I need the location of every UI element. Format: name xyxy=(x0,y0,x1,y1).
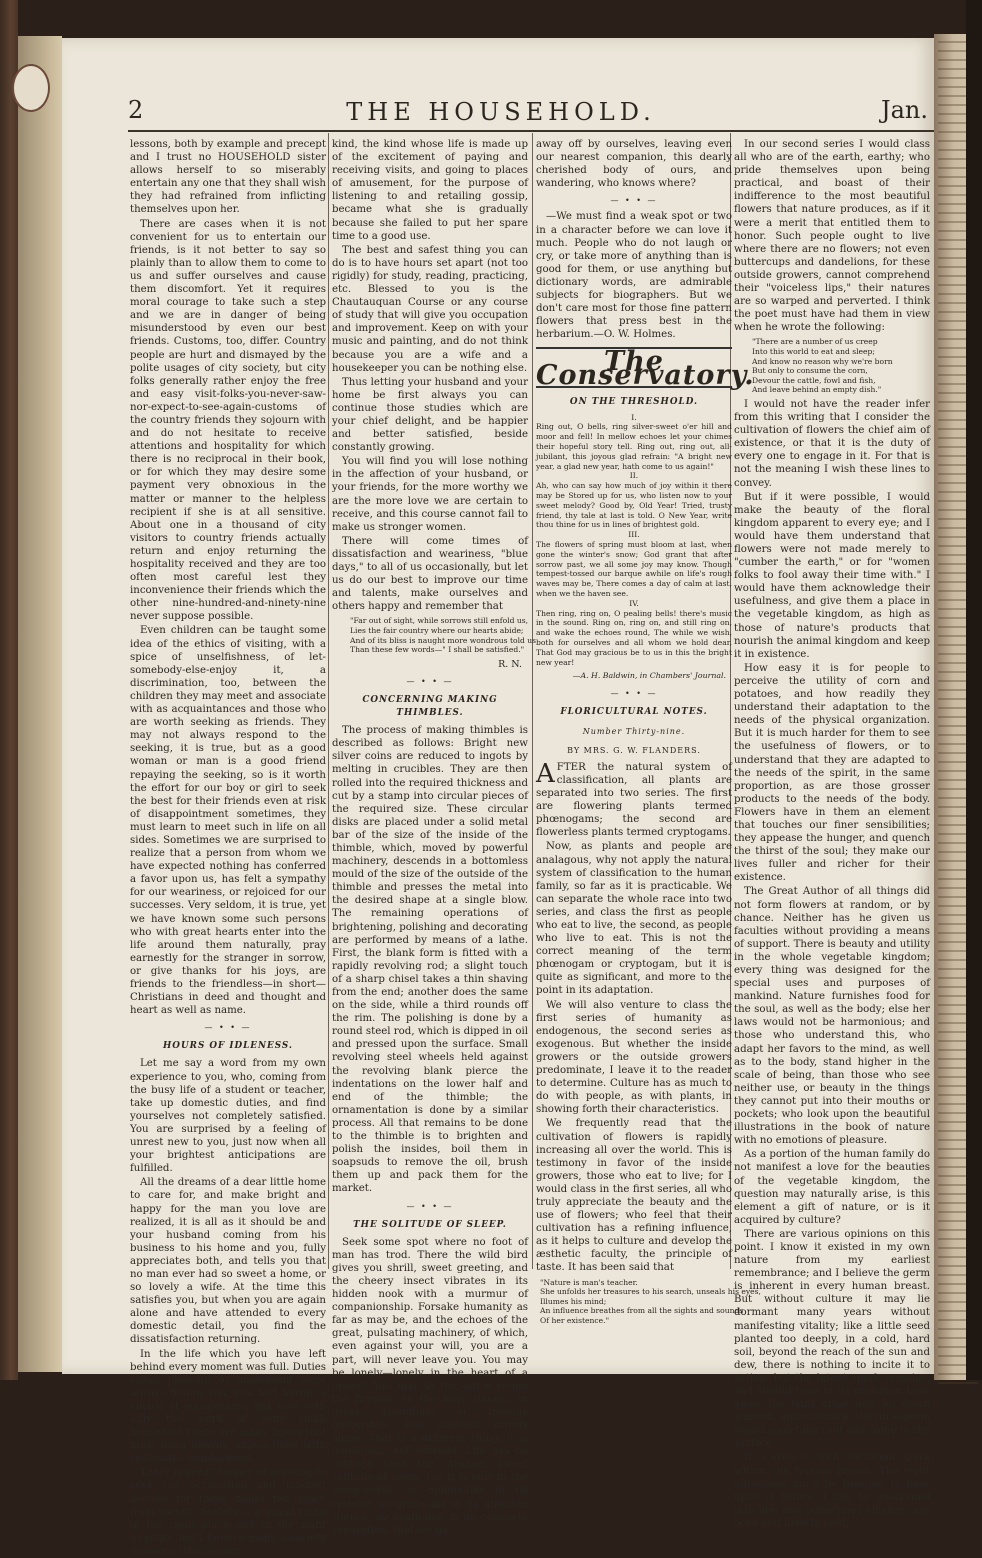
paragraph: lessons, both by example and precept and I trust no HOUSEHOLD sister allows herself to so miserably entertain any one that they shall wish they had refrained from inflicting themselves upon her. xyxy=(130,139,326,216)
stanza-number: I. xyxy=(631,412,637,422)
subheading: Number Thirty-nine. xyxy=(582,726,686,736)
stanza: Then ring, ring on, O pealing bells! there's music in the sound. Ring on, ring on, and still ring on, and wake the echoes round, The while we wish, both for ourselves and all whom we hold dear, That God may gracious be to us in this the bright new year! xyxy=(536,608,732,667)
section-heading: HOURS OF IDLENESS. xyxy=(163,1041,293,1052)
poem-line: "There are a number of us creep xyxy=(752,337,878,347)
paragraph: The process of making thimbles is described as follows: Bright new silver coins are reduced to ingots by melting in crucibles. They are then rolled into the required thickness and cut by a stamp into circular pieces of the required size. These circular disks are placed under a solid metal bar of the size of the inside of the thimble, which, moved by powerful machinery, descends in a bottomless mould of the size of the outside of the thimble and presses the metal into the desired shape at a single blow. The remaining operations of brightening, polishing and decorating are performed by means of a lathe. First, the blank form is fitted with a rapidly revolving rod; a slight touch of a sharp chisel takes a thin shaving from the end; another does the same on the side, while a third rounds off the rim. The polishing is done by a round steel rod, which is dipped in oil and pressed upon the surface. Small revolving steel wheels held against the revolving blank pierce the indentations on the lower half and end of the thimble; the ornamentation is done by a similar process. All that remains to be done to the thimble is to brighten and polish the insides, boil them in soapsuds to remove the oil, brush them up and pack them for the market. xyxy=(332,725,528,1195)
section-ornament: — • • — xyxy=(610,688,658,698)
paragraph: Seek some spot where no foot of man has trod. There the wild bird gives you shrill, sweet greeting, and the cheery insect vibrates in its hidden nook with a murmur of companionship. Forsake humanity as far as may be, and the echoes of the great, pulsating machinery, of which, even against your will, you are a part, will never leave you. You may be lonely—lonely in the heart of a crowd. You may in the circle round the fireside, in the busy streets, in great assemblies or friendly gatherings, feel yourself utterly alone. That is a different thing; it is loneliness, not solitude. Life has no solitude save the strange, sweet solitude of sleep. For it is only in the sleep-world, so Sphinx-like in its reserve, so grave-like in its absolute silence, so death-like in its complete separation, that we go xyxy=(332,1236,528,1536)
library-stamp xyxy=(12,64,50,112)
poem-line: An influence breathes from all the sights and sounds xyxy=(540,1306,744,1316)
column-divider xyxy=(328,133,329,1269)
header-rule xyxy=(128,130,934,132)
section-ornament: — • • — xyxy=(406,676,454,686)
paragraph: How easy it is for people to perceive the utility of corn and potatoes, and how readily they understand their adaptation to the needs of the physical organization. But it is much harder for them to see the usefulness of flowers, or to understand that they are adapted to the needs of the spirit, in the same proportion, as are those grosser products to the needs of the body. Flowers have in them an element that touches our finer sensibilities; they appease the hunger, and quench the thirst of the soul; they make our lives fuller and richer for their existence. xyxy=(734,662,930,884)
paragraph: We will also venture to class the first series of humanity as endogenous, the second series as exogenous. But whether the inside growers or the outside growers predominate, I leave it to the reader to determine. Culture has as much to do with people, as with plants, in showing forth their characteristics. xyxy=(536,999,732,1116)
paragraph: All the dreams of a dear little home to care for, and make bright and happy for the man you love are realized, it is all as it should be and your husband coming from his business to his home and you, fully appreciates both, and tells you that no man ever had so sweet a home, or so lovely a wife. At the time this satisfies you, but when you are again alone and have attended to every domestic detail, you find the dissatisfaction returning. xyxy=(130,1177,326,1346)
stanza-number: IV. xyxy=(629,598,639,608)
masthead-title: THE HOUSEHOLD. xyxy=(346,98,656,126)
paragraph: The Great Author of all things did not form flowers at random, or by chance. Neither has he given us faculties without providing a means of support. There is beauty and utility in the whole vegetable kingdom; every thing was designed for the special uses and purposes of mankind. Nature furnishes food for the soul, as well as the body; else her laws would not be harmonious; and those who understand this, who adapt her favors to the mind, as well as to the body, stand higher in the scale of being, than those who see neither use, or beauty in the things they cannot put into their mouths or pockets; who look upon the beautiful illustrations in the book of nature with no emotions of pleasure. xyxy=(734,886,930,1147)
column-4 xyxy=(734,138,930,1529)
page-edge-left xyxy=(18,36,62,1372)
poem-body xyxy=(536,413,732,668)
stanza-number: II. xyxy=(629,471,639,481)
stanza: Ring out, O bells, ring silver-sweet o'er hill and moor and fell! In mellow echoes let your chimes their hopeful story tell. Ring out, ring out, all-jubilant, this joyous glad refrain: "A bright new year, a glad new year, hath come to us again!" xyxy=(536,422,732,471)
section-ornament: — • • — xyxy=(204,1023,252,1033)
page-header xyxy=(68,96,934,132)
paragraph: kind, the kind whose life is made up of the excitement of paying and receiving visits, and going to places of amusement, for the purpose of listening to and retailing gossip, became what she is gradually because she failed to put her spare time to a good use. xyxy=(332,139,528,242)
paragraph: There will come times of dissatisfaction and weariness, "blue days," to all of us occasionally, but let us do our best to improve our time and talents, make ourselves and others happy and remember that xyxy=(332,535,528,613)
drop-cap: A xyxy=(536,758,555,789)
issue-month: Jan. xyxy=(880,96,928,124)
poem-line: And of its bliss is naught more wondrous told us xyxy=(350,635,537,645)
stanza: The flowers of spring must bloom at last, when gone the winter's snow; God grant that after sorrow past, we all some joy may know. Though tempest-tossed our barque awhile on life's rough waves may be, There comes a day of calm at last, when we the haven see. xyxy=(536,540,732,599)
paragraph: away off by ourselves, leaving even our nearest companion, this dearly cherished body of ours, and wandering, who knows where? xyxy=(536,139,732,190)
paragraph: Now, as plants and people are analagous, why not apply the natural system of classification to the human family, so far as it is practicable. We can separate the whole race into two series, and class the first as people who eat to live, the second, as people who live to eat. This is not the correct meaning of the term phœnogam or cryptogam, but it is quite as significant, and more to the point in its adaptation. xyxy=(536,841,732,997)
paragraph: There is great danger of growing to seek the occupation and interest needed for these hours too much from society. Society is a grand thing in the right place and in the right quantity, but I believe many a society woman of the poorer, xyxy=(130,1467,326,1557)
paragraph: I would not have the reader infer from this writing that I consider the cultivation of flowers the chief aim of existence, or that it is the duty of every one to engage in it. For that is not the meaning I wish these lines to convey. xyxy=(734,398,930,489)
paragraph: There are cases when it is not convenient for us to entertain our friends, is it not better to say so plainly than to allow them to come to us and suffer ourselves and cause them discomfort. Yet it requires moral courage to take such a step and we are in danger of being misunderstood by even our best friends. Customs, too, differ. Country people are hurt and dismayed by the polite usages of city society, but city folks generally rather enjoy the free and easy visit-folks-you-never-saw-nor-expect-to-see-again-customs of the country friends they sojourn with and do not hesitate to receive attentions and hospitality for which there is no reciprocal in their book, or for which they may desire some payment very obnoxious in the matter or manner to the helpless recipient if she is at all sensitive. About one in a thousand of city visitors to country friends actually return and enjoy returning the hospitality received and they are too often most careful lest they inconvenience their friends which the other nine-hundred-and-ninety-nine never suppose possible. xyxy=(130,218,326,623)
poem-line: Lies the fair country where our hearts abide; xyxy=(350,625,524,635)
poem-line: Than these few words—" I shall be satisfied." xyxy=(350,645,525,655)
paragraph: It is even so with the latent spark within the human breast. The right influences must be brought to bear upon it before it can be quickened into life; and sometimes children are born and bred in cold, xyxy=(734,1452,930,1529)
poem-line: Devour the cattle, fowl and fish, xyxy=(752,375,876,385)
poem-line: Into this world to eat and sleep; xyxy=(752,347,875,356)
paragraph: —We must find a weak spot or two in a character before we can love it much. People who do not laugh or cry, or take more of anything than is good for them, or use anything but dictionary words, are admirable subjects for biographers. But we don't care most for those fine pattern flowers that press best in the herbarium.—O. W. Holmes. xyxy=(536,211,732,341)
byline: BY MRS. G. W. FLANDERS. xyxy=(567,745,701,755)
poem-line: Of her existence." xyxy=(540,1315,610,1325)
poem-line: And know no reason why we're born xyxy=(752,356,893,366)
poem-quote xyxy=(536,1277,761,1326)
stanza-number: III. xyxy=(628,530,640,540)
author-signature: R. N. xyxy=(498,658,522,670)
poem-title: ON THE THRESHOLD. xyxy=(569,396,699,407)
paragraph: As a portion of the human family do not manifest a love for the beauties of the vegetable kingdom, the question may naturally arise, is this element a gift of nature, or is it acquired by culture? xyxy=(734,1149,930,1226)
poem-attribution: —A. H. Baldwin, in Chambers' Journal. xyxy=(572,671,726,681)
paragraph: Let me say a word from my own experience to you, who, coming from the busy life of a student or teacher, take up domestic duties, and find yourselves not completely satisfied. You are surprised by a feeling of unrest new to you, just now when all your brightest anticipations are fulfilled. xyxy=(130,1058,326,1175)
section-ornament: — • • — xyxy=(406,1201,454,1211)
paragraph-text: FTER the natural system of classification, all plants are separated into two series. The first are flowering plants termed phœnogams; the second are flowerless plants termed cryptogams. xyxy=(536,761,732,839)
department-title: The Conservatory. xyxy=(536,346,755,391)
poem-quote xyxy=(332,616,537,655)
paragraph: In our second series I would class all who are of the earth, earthy; who pride themselves upon being practical, and boast of their indifference to the most beautiful flowers that nature produces, as if it were a merit that entitled them to honor. Such people ought to live where there are no flowers; not even buttercups and dandelions, for these outside growers, cannot comprehend their "voiceless lips," their natures are so warped and perverted. I think the poet must have had them in view when he wrote the following: xyxy=(734,139,930,334)
poem-line: "Nature is man's teacher. xyxy=(540,1277,638,1287)
paragraph: Thus letting your husband and your home be first always you can continue those studies which are your chief delight, and be happier and better satisfied, beside constantly growing. xyxy=(332,376,528,454)
poem-line: She unfolds her treasures to his search, unseals his eyes, xyxy=(540,1287,761,1297)
paragraph: There are various opinions on this point. I know it existed in my own nature from my earliest remembrance; and I believe the germ is inherent in every human breast. But without culture it may lie dormant many years without manifesting vitality; like a little seed planted too deeply, in a cold, hard soil, beyond the reach of the sun and dew, there is nothing to incite it to action, but the latent spark remains, and should time in its evolution bear away the hard crust and let down warmth, and moisture, the little germ would soon take root and come to the surface. xyxy=(734,1228,930,1450)
section-heading: FLORICULTURAL NOTES. xyxy=(560,706,708,717)
book-edge-right xyxy=(966,0,982,1380)
column-3 xyxy=(536,138,761,1325)
poem-line: But only to consume the corn, xyxy=(752,366,868,376)
section-ornament: — • • — xyxy=(610,196,658,206)
paragraph: But if it were possible, I would make the beauty of the floral kingdom apparent to every eye; and I would have them understand that flowers were not made merely to "cumber the earth," or for "women folks to fool away their time with." I would have them acknowledge their usefulness, and give them a place in the vegetable kingdom, as high as those of nature's products that nourish the animal kingdom and keep it in existence. xyxy=(734,491,930,660)
section-heading: CONCERNING MAKING THIMBLES. xyxy=(362,694,498,719)
poem-line: And leave behind an empty dish." xyxy=(752,385,882,395)
poem-line: Illumes his mind; xyxy=(540,1296,607,1306)
page-number: 2 xyxy=(128,96,144,124)
paragraph: You will find you will lose nothing in the affection of your husband, or your friends, for the more worthy we are the more love we are certain to receive, and this course cannot fail to make us stronger women. xyxy=(332,456,528,533)
paragraph: In the life which you have left behind every moment was full. Duties either pleasant or unpleasant were always before you, you had hardly a choice of occupations; but now with only the work of your small household there are many hours that must hang heavily, unless filled with systematic employment. xyxy=(130,1348,326,1465)
stanza: Ah, who can say how much of joy within it there may be Stored up for us, who listen now to your sweet melody? Good by, Old Year! Tried, trusty friend, thy tale at last is told. O New Year, write thou thine for us in lines of brightest gold. xyxy=(536,481,732,530)
bleed-through-line xyxy=(938,1382,978,1384)
paragraph xyxy=(536,758,732,840)
paragraph: We frequently read that the cultivation of flowers is rapidly increasing all over the world. This is testimony in favor of the inside growers, those who eat to live; for I would class in the first series, all who truly appreciate the beauty and the use of flowers; who feel that their cultivation has a refining influence, as it helps to culture and develop the æsthetic faculty, the principle of taste. It has been said that xyxy=(536,1118,732,1274)
poem-line: "Far out of sight, while sorrows still enfold us, xyxy=(350,616,529,626)
paragraph: Even children can be taught some idea of the ethics of visiting, with a spice of unselfishness, of let-somebody-else-enjoy it, a discrimination, too, between the children they may meet and associate with as acquaintances and those who are worth seeking as friends. They may not always respond to the seeking, it is true, but as a good woman or man is a good friend repaying the seeking, so is it worth the effort for our boy or girl to seek the best for their friends even at risk of disappointment sometimes, they must learn to meet such in life on all sides. Sometimes we are surprised to realize that a person from whom we have expected nothing has conferred a favor upon us, has felt a sympathy for our weariness, or rejoiced for our successes. Very seldom, it is true, yet we have known some such persons who with great hearts enter into the life around them naturally, pray earnestly for the stranger in sorrow, or give thanks for his joys, are friends to the friendless—in short—Christians in deed and thought and heart as well as name. xyxy=(130,625,326,1017)
book-binding xyxy=(0,0,18,1380)
section-heading: THE SOLITUDE OF SLEEP. xyxy=(353,1219,507,1230)
poem-quote xyxy=(734,337,930,395)
column-divider xyxy=(532,133,533,1269)
column-1 xyxy=(130,138,326,1557)
paragraph: The best and safest thing you can do is to have hours set apart (not too rigidly) for study, reading, practicing, etc. Blessed to you is the Chautauquan Course or any course of study that will give you occupation and improvement. Keep on with your music and painting, and do not think because you are a wife and a housekeeper you can be nothing else. xyxy=(332,244,528,374)
column-2 xyxy=(332,138,537,1536)
